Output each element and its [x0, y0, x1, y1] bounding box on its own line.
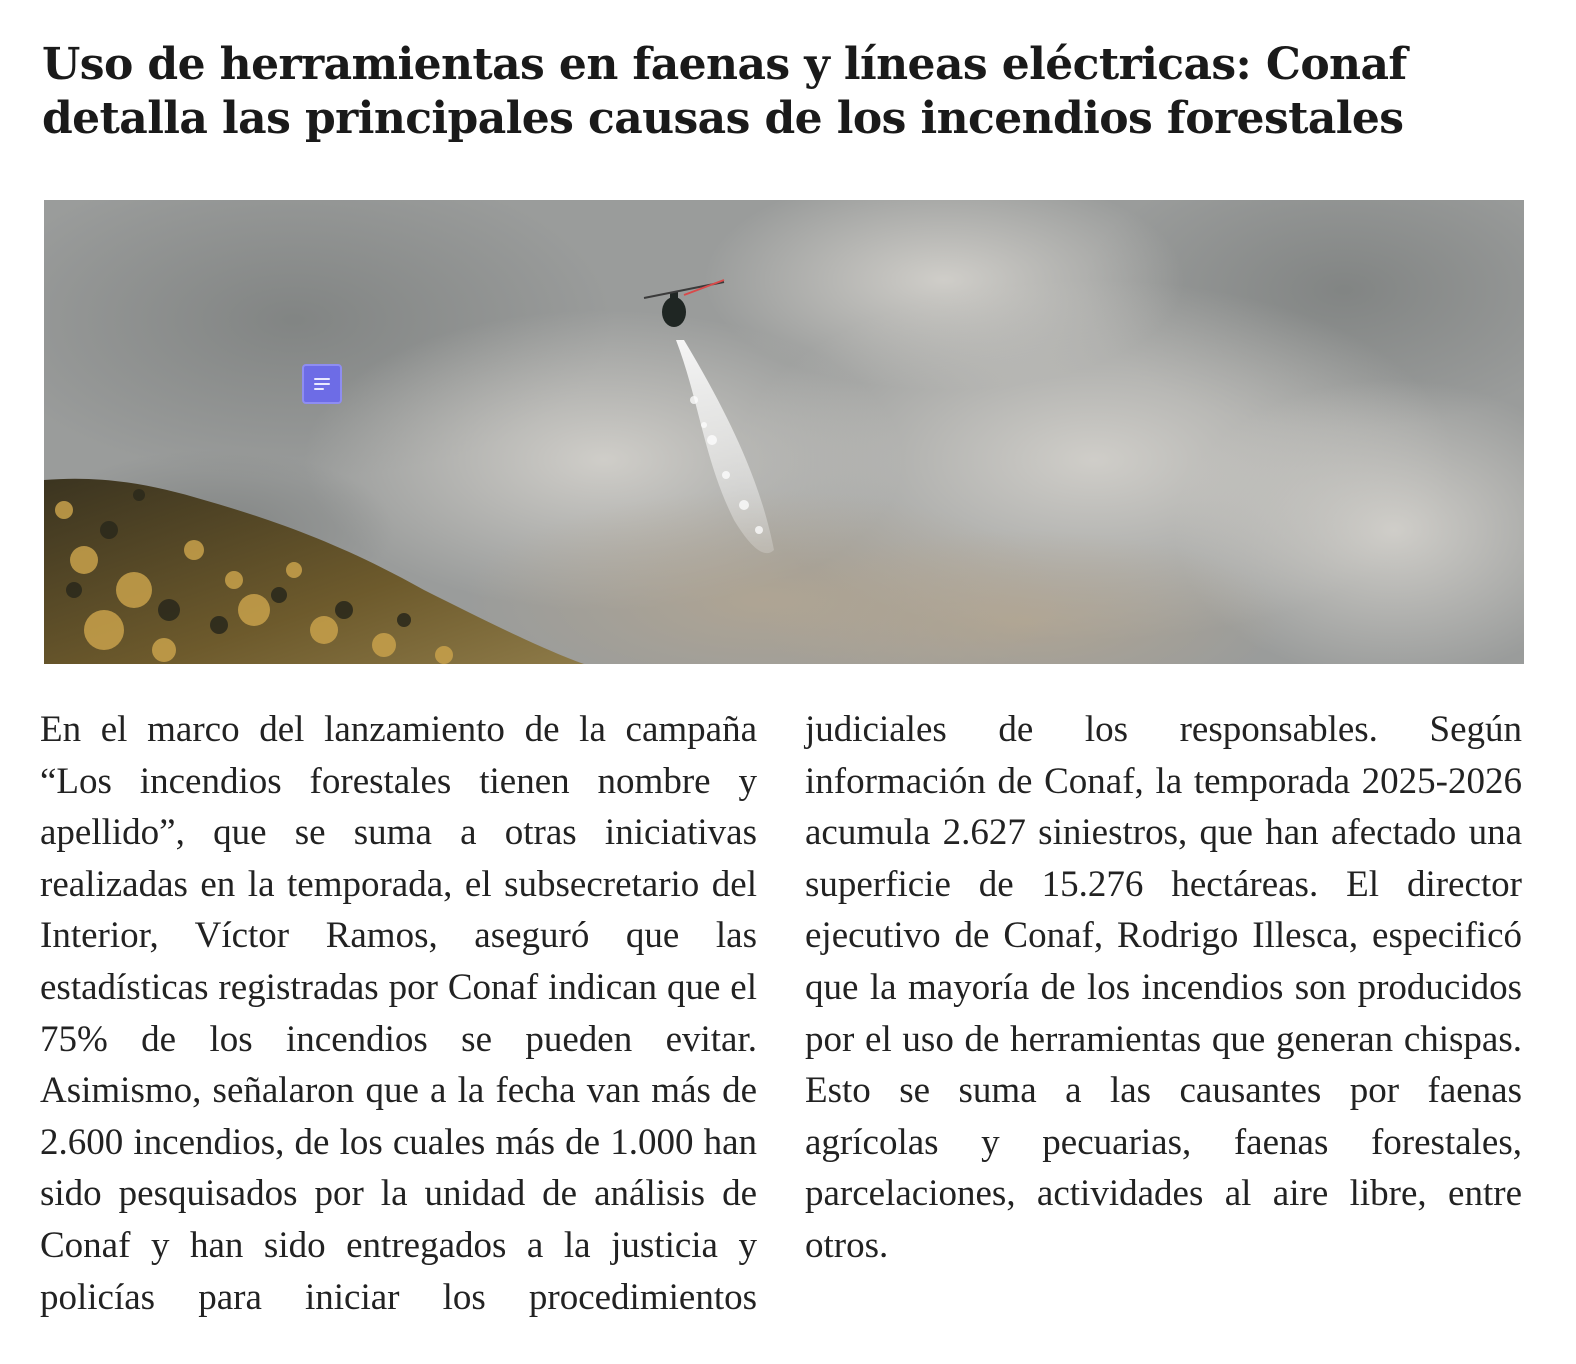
- note-badge[interactable]: [302, 364, 342, 404]
- note-icon: [314, 375, 330, 393]
- article-photo: [44, 200, 1524, 664]
- article-headline: Uso de herramientas en faenas y líneas eléctricas: Conaf detalla las principales causas de los incendios forestales: [42, 39, 1407, 144]
- wildfire-helicopter-image: [44, 200, 1524, 664]
- article-body: En el marco del lanzamiento de la campaña “Los incendios forestales tienen nombre y apellido”, que se suma a otras iniciativas realizadas en la temporada, el subsecretario del Interior, Víctor Ramos, aseguró que las estadísticas registradas por Conaf indican que el 75% de los incendios se pueden evitar. Asimismo, señalaron que a la fecha van más de 2.600 incendios, de los cuales más de 1.000 han sido pesquisados por la unidad de análisis de Conaf y han sido entregados a la justicia y policías para iniciar los procedimientos judiciales de los responsables. Según información de Conaf, la temporada 2025-2026 acumula 2.627 siniestros, que han afectado una superficie de 15.276 hectáreas. El director ejecutivo de Conaf, Rodrigo Illesca, especificó que la mayoría de los incendios son producidos por el uso de herramientas que generan chispas. Esto se suma a las causantes por faenas agrícolas y pecuarias, faenas forestales, parcelaciones, actividades al aire libre, entre otros.: [40, 709, 1522, 1318]
